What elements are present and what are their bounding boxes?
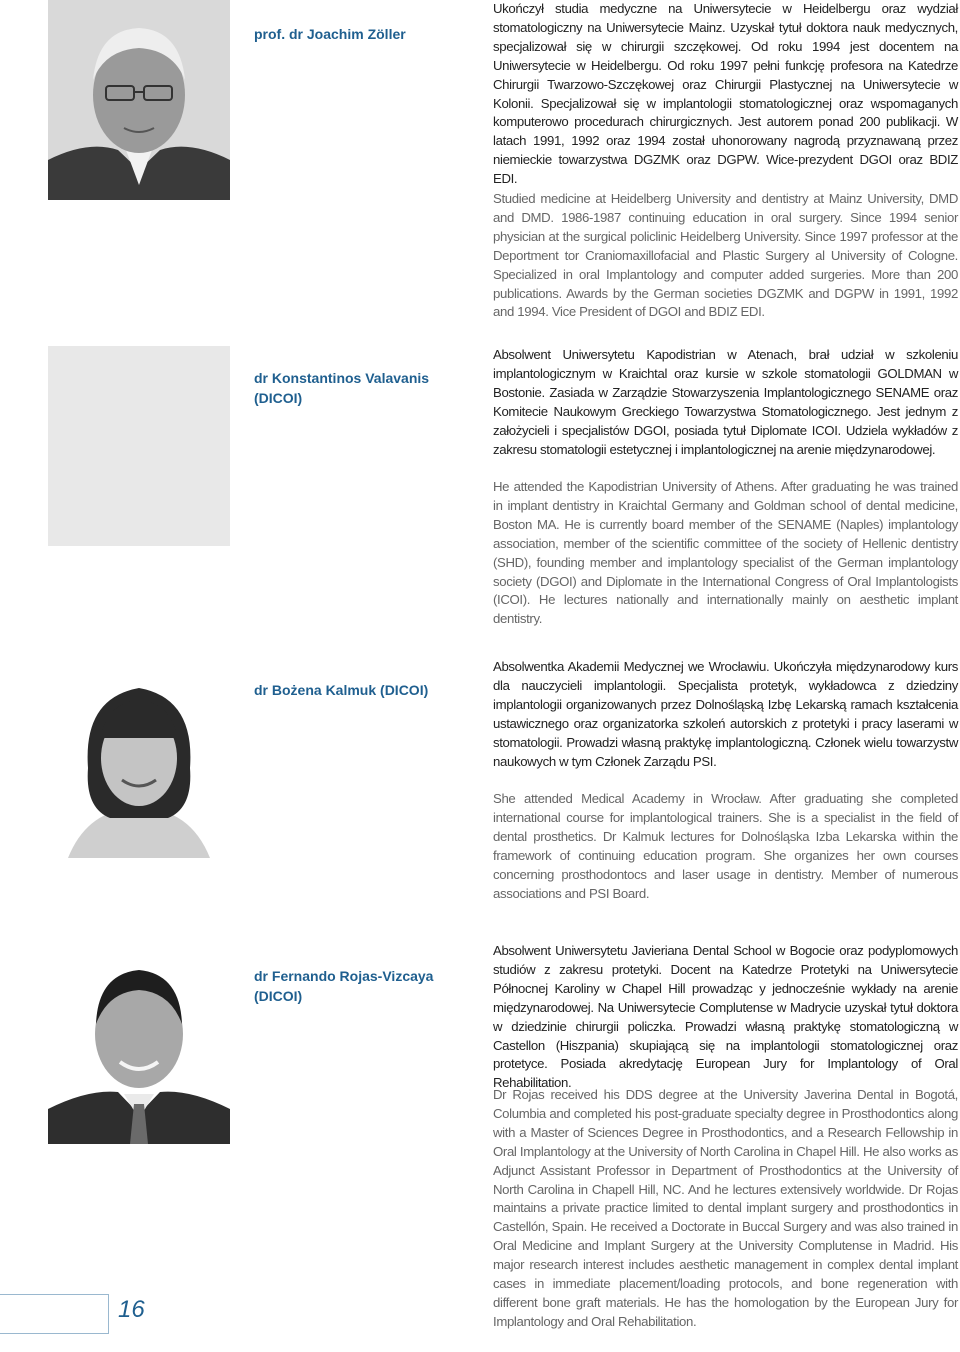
person-name-zoller [254, 24, 474, 44]
bio-paragraph-pl: Ukończył studia medyczne na Uniwersytecie w Heidelbergu oraz wydział stomatologiczny na Uniwersytecie Mainz. Uzyskał tytuł doktora nauk medycznych, specjalizował się w chirurgii szczękowej. Od roku 1994 jest docentem na Uniwersytecie w Heidelbergu. Od roku 1997 pełni funkcję profesora na Katedrze Chirurgii Twarzowo-Szczękowej oraz Chirurgii Plastycznej na Uniwersytecie w Kolonii. Specjalizował się w implantologii stomatologicznej oraz wspomaganych komputerowo procedurach chirurgicznych. Jest autorem ponad 200 publikacji. W latach 1991, 1992 oraz 1994 został uhonorowany nagrodą przyznawaną przez niemieckie towarzystwa DGZMK oraz DGPW. Wice-prezydent DGOI oraz BDIZ EDI. [493, 1, 958, 187]
person-name-rojas [254, 966, 474, 1006]
person-name-line: (DICOI) [254, 988, 303, 1004]
bio-polish-valavanis [493, 346, 958, 479]
portrait-photo-rojas [48, 944, 230, 1144]
bio-paragraph-en: He attended the Kapodistrian University of Athens. After graduating he was trained in implant dentistry in Kraichtal Germany and Goldman school of dental medicine, Boston MA. He is currently board member of the SENAME (Naples) implantology association, member of the scientific committee of the society of Hellenic dentistry (SHD), founding member and implantology specialist of the German implantology society (DGOI) and Diplomate in the International Congress of Oral Implantologists (ICOI). He lectures nationally and internationally mainly on aesthetic implant dentistry. [493, 479, 958, 627]
bio-polish-kalmuk [493, 658, 958, 791]
bio-english-zoller [493, 190, 958, 342]
bio-english-rojas [493, 1086, 958, 1352]
bio-english-kalmuk [493, 790, 958, 923]
bio-paragraph-en: She attended Medical Academy in Wrocław. After graduating she completed international course for implantological trainers. She is a specialist in the field of dental prosthetics. Dr Kalmuk lectures for Dolnośląska Izba Lekarska within the framework of continuing education program. She organizes her own courses concerning prosthodontocs and laser usage in dentistry. Member of numerous associations and PSI Board. [493, 791, 958, 901]
person-name-kalmuk [254, 680, 474, 700]
bio-paragraph-pl: Absolwent Uniwersytetu Kapodistrian w Atenach, brał udział w szkoleniu implantologicznym w Kraichtal oraz kursie w szkole stomatologii GOLDMAN w Bostonie. Zasiada w Zarządzie Stowarzyszenia Implantologicznego SENAME oraz Komitecie Naukowym Greckiego Towarzystwa Stomatologicznego. Jest jednym z założycieli i specjalistów DGOI, posiada tytuł Diplomate ICOI. Udziela wykładów z zakresu stomatologii estetycznej i implantologicznej na arenie międzynarodowej. [493, 347, 958, 457]
person-name-line: dr Bożena Kalmuk (DICOI) [254, 682, 429, 698]
person-name-valavanis [254, 368, 474, 408]
page-number: 16 [118, 1296, 145, 1323]
person-name-line: dr Fernando Rojas-Vizcaya [254, 968, 434, 984]
bio-paragraph-en: Studied medicine at Heidelberg University and dentistry at Mainz University, DMD and DMD. 1986-1987 continuing education in oral surgery. Since 1994 senior physician at the surgical policlinic Heidelberg University. Since 1997 professor at the Deportment tor Craniomaxillofacial and Plastic Surgery al University of Cologne. Specialized in oral Implantology and computer added surgeries. More than 200 publications. Awards by the German societies DGZMK and DGPW in 1991, 1992 and 1994. Vice President of DGOI and BDIZ EDI. [493, 191, 958, 320]
person-name-line: dr Konstantinos Valavanis [254, 370, 430, 386]
bio-paragraph-en: Dr Rojas received his DDS degree at the University Javerina Dental in Bogotá, Columbia and completed his post-graduate specialty degree in Prosthodontics along with a Master of Sciences Degree in Prosthodontics, and a Research Fellowship in Oral Implantology at the University of North Carolina in Chapel Hill. He also works as Adjunct Assistant Professor in Department of Prosthodontics at the University of North Carolina in Chapell Hill, NC. And he lectures extensively worldwide. Dr Rojas maintains a private practice limited to dental implant surgery and prosthodontics in Castellón, Spain. He received a Doctorate in Buccal Surgery and was also trained in Oral Medicine and Implant Surgery at the University Complutense in Madrid. His major research interest includes aesthetic management in complex dental implant cases in immediate placement/loading protocols, and bone regeneration with different bone graft materials. He has the homologation by the European Jury for Implantology and Oral Rehabilitation. [493, 1087, 958, 1329]
bio-paragraph-pl: Absolwentka Akademii Medycznej we Wrocławiu. Ukończyła międzynarodowy kurs dla nauczycieli implantologii. Specjalista protetyk, wykładowca z dziedziny implantologii organizowanych przez Dolnośląską Izbę Lekarską ramach kształcenia ustawicznego oraz organizatorka szkoleń autorskich z protetyki i pracy laserami w stomatologii. Prowadzi własną praktykę implantologiczną. Członek wielu towarzystw naukowych w tym Członek Zarządu PSI. [493, 659, 958, 769]
bio-english-valavanis [493, 478, 958, 649]
portrait-placeholder-valavanis [48, 346, 230, 546]
bio-polish-zoller [493, 0, 958, 209]
portrait-photo-zoller [48, 0, 230, 200]
person-name-line: (DICOI) [254, 390, 303, 406]
page-number-frame [0, 1294, 109, 1334]
person-name-line: prof. dr Joachim Zöller [254, 26, 406, 42]
bio-paragraph-pl: Absolwent Uniwersytetu Javieriana Dental School w Bogocie oraz podyplomowych studiów z zakresu protetyki. Docent na Katedrze Protetyki na Uniwersytecie Północnej Karoliny w Chapel Hill prowadząc y jednocześnie wykłady na arenie międzynarodowej. Na Uniwersytecie Complutense w Madrycie uzyskał tytuł doktora w dziedzinie chirurgii policzka. Prowadzi własną praktykę stomatologiczną w Castellon (Hiszpania) skupiającą się na implantologii stomatologicznej oraz protetyce. Posiada akredytację European Jury for Implantology of Oral Rehabilitation. [493, 943, 958, 1091]
portrait-photo-kalmuk [48, 658, 230, 858]
